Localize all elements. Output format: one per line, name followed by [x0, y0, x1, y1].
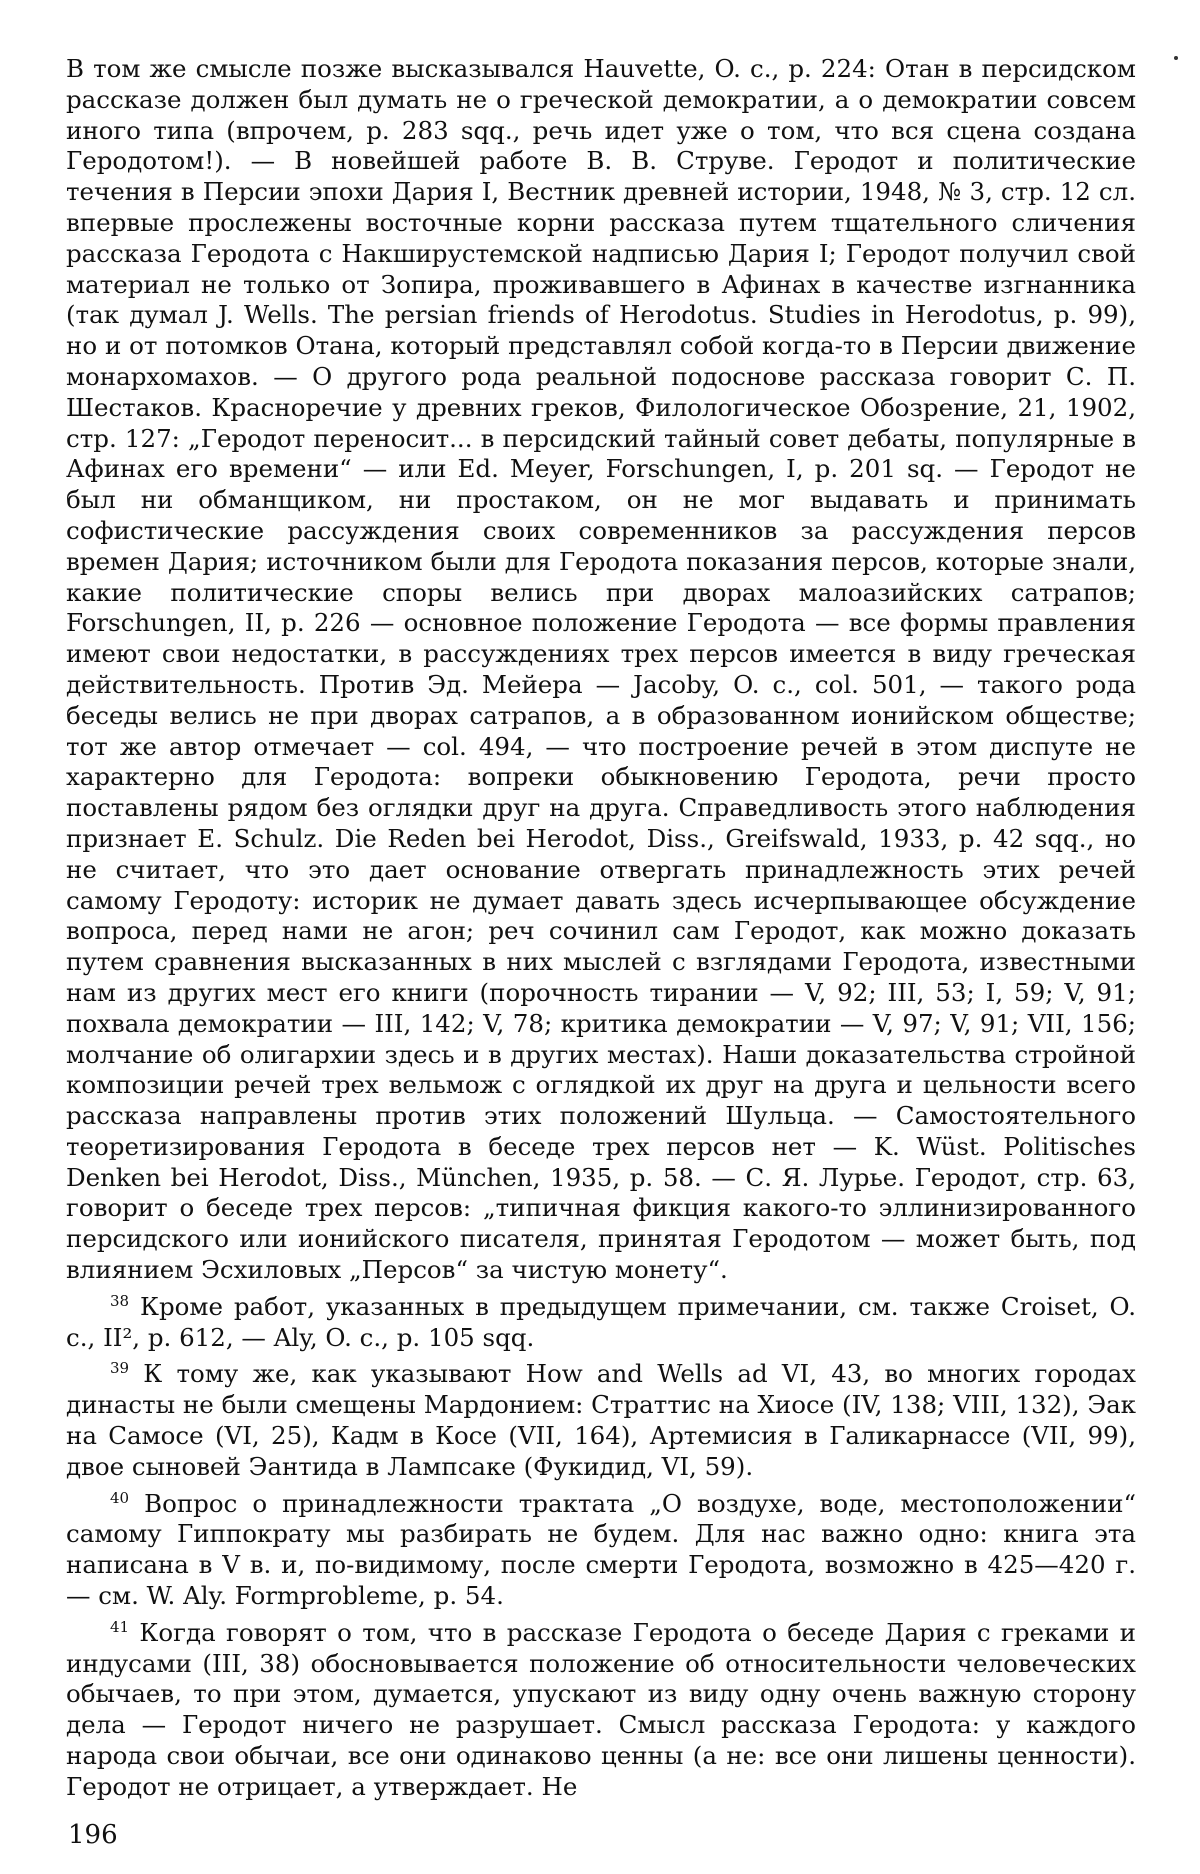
footnote-text: Когда говорят о том, что в рассказе Геродота о беседе Дария с греками и индусами (III, 38) обосновывается положение об относительности человеческих обычаев, то при этом, думается, упускают из виду одну очень важную сторону дела — Геродот ничего не разрушает. Смысл рассказа Геродота: у каждого народа свои обычаи, все они одинаково ценны (а не: все они лишены ценности). Геродот не отрицает, а утверждает. Не	[66, 1617, 1136, 1801]
footnote-38	[66, 1292, 1136, 1354]
footnote-41	[66, 1618, 1136, 1803]
footnote-number: 40	[110, 1488, 130, 1507]
scan-speck	[1174, 56, 1178, 60]
footnote-39	[66, 1359, 1136, 1482]
footnote-text: Кроме работ, указанных в предыдущем примечании, см. также Croiset, O. c., II², p. 612, — Aly, O. c., p. 105 sqq.	[66, 1291, 1136, 1352]
main-paragraph: В том же смысле позже высказывался Hauvette, O. c., p. 224: Отан в персидском рассказе должен был думать не о греческой демократии, а о демократии совсем иного типа (впрочем, p. 283 sqq., речь идет уже о том, что вся сцена создана Геродотом!). — В новейшей работе В. В. Струве. Геродот и политические течения в Персии эпохи Дария I, Вестник древней истории, 1948, № 3, стр. 12 сл. впервые прослежены восточные корни рассказа путем тщательного сличения рассказа Геродота с Накширустемской надписью Дария I; Геродот получил свой материал не только от Зопира, проживавшего в Афинах в качестве изгнанника (так думал J. Wells. The persian friends of Herodotus. Studies in Herodotus, p. 99), но и от потомков Отана, который представлял собой когда-то в Персии движение монархомахов. — О другого рода реальной подоснове рассказа говорит С. П. Шестаков. Красноречие у древних греков, Филологическое Обозрение, 21, 1902, стр. 127: „Геродот переносит... в персидский тайный совет дебаты, популярные в Афинах его времени“ — или Ed. Meyer, Forschungen, I, p. 201 sq. — Геродот не был ни обманщиком, ни простаком, он не мог выдавать и принимать софистические рассуждения своих современников за рассуждения персов времен Дария; источником были для Геродота показания персов, которые знали, какие политические споры велись при дворах малоазийских сатрапов; Forschungen, II, p. 226 — основное положение Геродота — все формы правления имеют свои недостатки, в рассуждениях трех персов имеется в виду греческая действительность. Против Эд. Мейера — Jacoby, O. c., col. 501, — такого рода беседы велись не при дворах сатрапов, а в образованном ионийском обществе; тот же автор отмечает — col. 494, — что построение речей в этом диспуте не характерно для Геродота: вопреки обыкновению Геродота, речи просто поставлены рядом без оглядки друг на друга. Справедливость этого наблюдения признает E. Schulz. Die Reden bei Herodot, Diss., Greifswald, 1933, p. 42 sqq., но не считает, что это дает основание отвергать принадлежность этих речей самому Геродоту: историк не думает давать здесь исчерпывающее обсуждение вопроса, перед нами не агон; реч сочинил сам Геродот, как можно доказать путем сравнения высказанных в них мыслей с взглядами Геродота, известными нам из других мест его книги (порочность тирании — V, 92; III, 53; I, 59; V, 91; похвала демократии — III, 142; V, 78; критика демократии — V, 97; V, 91; VII, 156; молчание об олигархии здесь и в других местах). Наши доказательства стройной композиции речей трех вельмож с оглядкой их друг на друга и цельности всего рассказа направлены против этих положений Шульца. — Самостоятельного теоретизирования Геродота в беседе трех персов нет — K. Wüst. Politisches Denken bei Herodot, Diss., München, 1935, p. 58. — С. Я. Лурье. Геродот, стр. 63, говорит о беседе трех персов: „типичная фикция какого-то эллинизированного персидского или ионийского писателя, принятая Геродотом — может быть, под влиянием Эсхиловых „Персов“ за чистую монету“.	[66, 54, 1136, 1285]
text-block	[66, 54, 1136, 1803]
page-number: 196	[68, 1820, 118, 1850]
footnote-number: 41	[110, 1617, 130, 1636]
footnote-40	[66, 1489, 1136, 1612]
footnote-number: 39	[110, 1359, 130, 1378]
footnote-text: Вопрос о принадлежности трактата „О воздухе, воде, местоположении“ самому Гиппократу мы разбирать не будем. Для нас важно одно: книга эта написана в V в. и, по-видимому, после смерти Геродота, возможно в 425—420 г. — см. W. Aly. Formprobleme, p. 54.	[66, 1488, 1136, 1611]
footnote-number: 38	[110, 1291, 130, 1310]
footnote-text: К тому же, как указывают How and Wells ad VI, 43, во многих городах династы не были смещены Мардонием: Страттис на Хиосе (IV, 138; VIII, 132), Эак на Самосе (VI, 25), Кадм в Косе (VII, 164), Артемисия в Галикарнассе (VII, 99), двое сыновей Эантида в Лампсаке (Фукидид, VI, 59).	[66, 1359, 1136, 1481]
